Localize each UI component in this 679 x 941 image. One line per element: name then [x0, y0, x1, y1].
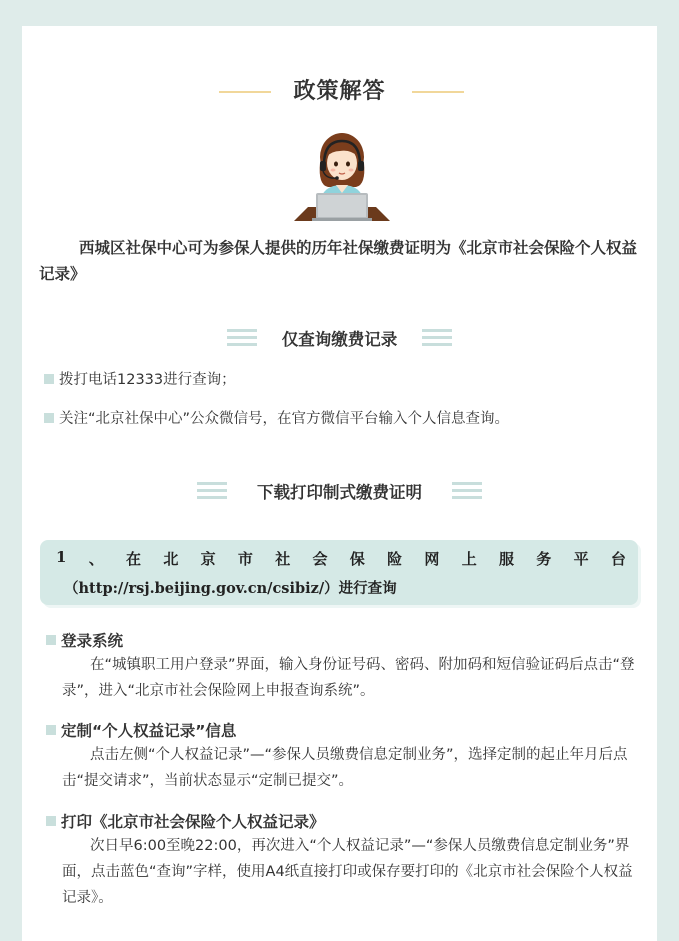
- section-heading-download: [22, 476, 657, 506]
- step-title-text: 定制“个人权益记录”信息: [61, 722, 237, 740]
- banner-char: 保: [349, 550, 365, 568]
- square-bullet-icon: [44, 374, 54, 384]
- intro-paragraph: 西城区社保中心可为参保人提供的历年社保缴费证明为《北京市社会保险个人权益记录》: [39, 239, 638, 283]
- three-bar-decoration-icon: [422, 329, 452, 347]
- square-bullet-icon: [46, 725, 56, 735]
- step-body-login: 在“城镇职工用户登录”界面，输入身份证号码、密码、附加码和短信验证码后点击“登录”，进入“北京市社会保险网上申报查询系统”。: [62, 657, 635, 699]
- platform-banner: [40, 540, 638, 605]
- banner-char: 服: [498, 550, 514, 568]
- banner-char: 市: [237, 550, 253, 568]
- banner-char: 、: [88, 550, 104, 568]
- section-title: 下载打印制式缴费证明: [257, 483, 422, 502]
- step-title-text: 打印《北京市社会保险个人权益记录》: [61, 813, 325, 831]
- banner-char: 上: [461, 550, 477, 568]
- banner-line-1: [56, 548, 626, 569]
- banner-char: 网: [424, 550, 440, 568]
- step-title-text: 登录系统: [61, 632, 124, 650]
- banner-line-2[interactable]: （http://rsj.beijing.gov.cn/csibiz/）进行查询: [64, 580, 397, 597]
- banner-char: 平: [573, 550, 589, 568]
- customer-service-agent-illustration: [284, 123, 400, 227]
- step-body-print: 次日早6:00至晚22:00，再次进入“个人权益记录”—“参保人员缴费信息定制业务”界面，点击蓝色“查询”字样，使用A4纸直接打印或保存要打印的《北京市社会保险个人权益记录》。: [62, 838, 633, 906]
- step-title-customize: [46, 719, 236, 741]
- content-card: [22, 26, 657, 941]
- list-item: [44, 407, 509, 428]
- banner-char: 会: [312, 550, 328, 568]
- list-item-text: 关注“北京社保中心”公众微信号，在官方微信平台输入个人信息查询。: [59, 411, 510, 427]
- banner-char: 在: [126, 550, 142, 568]
- page-title: 政策解答: [293, 79, 386, 104]
- step-title-login: [46, 629, 123, 651]
- list-item-text: 拨打电话12333进行查询；: [59, 372, 236, 388]
- list-item: [44, 368, 236, 389]
- square-bullet-icon: [46, 816, 56, 826]
- banner-char: 台: [610, 550, 626, 568]
- banner-char: 1: [56, 548, 67, 566]
- banner-char: 社: [275, 550, 291, 568]
- step-title-print: [46, 810, 325, 832]
- banner-char: 京: [200, 550, 216, 568]
- step-body-customize: 点击左侧“个人权益记录”—“参保人员缴费信息定制业务”，选择定制的起止年月后点击“提交请求”，当前状态显示“定制已提交”。: [62, 747, 628, 789]
- title-right-line: [412, 91, 464, 93]
- square-bullet-icon: [46, 635, 56, 645]
- page-header: [22, 60, 657, 104]
- section-title: 仅查询缴费记录: [281, 330, 398, 349]
- banner-char: 北: [163, 550, 179, 568]
- banner-char: 务: [536, 550, 552, 568]
- square-bullet-icon: [44, 413, 54, 423]
- section-heading-query: [22, 323, 657, 353]
- banner-char: 险: [387, 550, 403, 568]
- three-bar-decoration-icon: [452, 482, 482, 500]
